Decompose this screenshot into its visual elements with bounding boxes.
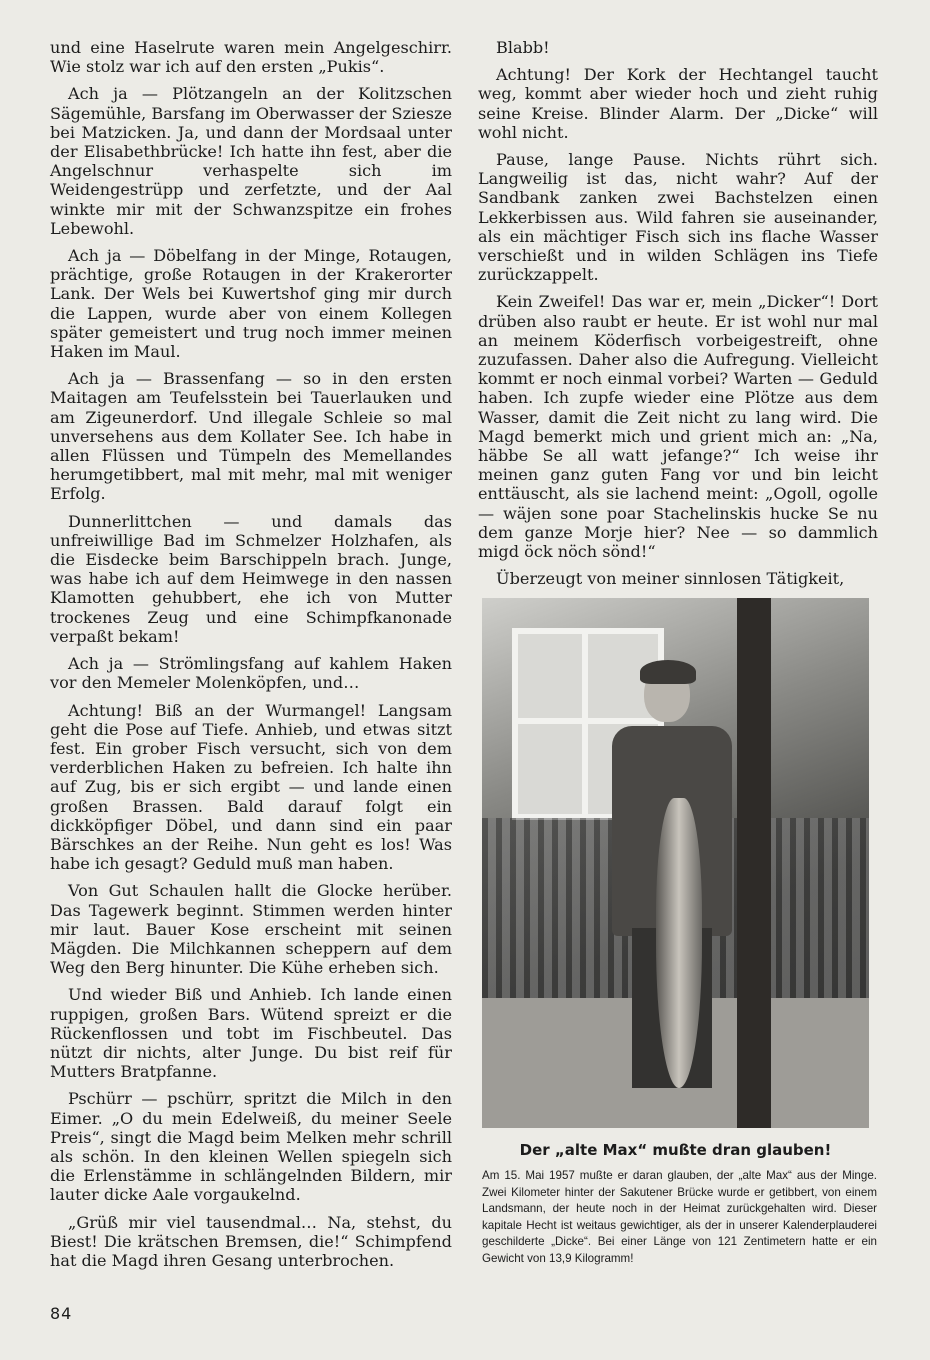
paragraph: Achtung! Biß an der Wurmangel! Langsam geht die Pose auf Tiefe. Anhieb, und etwas sitzt fest. Ein grober Fisch versucht, sich von dem verderblichen Haken zu befreien. Ich halte ihn auf Zug, bis er sich ergibt — und lande einen großen Brassen. Bald darauf folgt ein dickköpfiger Döbel, und dann sind ein paar Bärschkes an der Reihe. Nun geht es los! Was habe ich gesagt? Geduld muß man haben. [50,700,452,874]
paragraph: Von Gut Schaulen hallt die Glocke herüber. Das Tagewerk beginnt. Stimmen werden hinter mir laut. Bauer Kose erscheint mit seinen Mägden. Die Milchkannen scheppern auf dem Weg den Berg hinunter. Die Kühe erheben sich. [50,881,452,978]
paragraph: und eine Haselrute waren mein Angelgeschirr. Wie stolz war ich auf den ersten „Pukis“. [50,38,452,77]
paragraph: Pause, lange Pause. Nichts rührt sich. Langweilig ist das, nicht wahr? Auf der Sandbank zanken zwei Bachstelzen einen Lekkerbissen aus. Wild fahren sie auseinander, als ein mächtiger Fisch sich ins flache Wasser verschießt und in wilden Schlägen ins Tiefe zurückzappelt. [478,150,878,285]
paragraph: „Grüß mir viel tausendmal… Na, stehst, du Biest! Die krätschen Bremsen, die!“ Schimpfend hat die Magd ihren Gesang unterbrochen. [50,1212,452,1270]
wooden-post [737,598,771,1128]
left-text-column [50,38,452,1278]
paragraph: Achtung! Der Kork der Hechtangel taucht weg, kommt aber wieder hoch und zieht ruhig seine Kreise. Blinder Alarm. Der „Dicke“ will wohl nicht. [478,65,878,142]
paragraph: Ach ja — Brassenfang — so in den ersten Maitagen am Teufelsstein bei Tauerlauken und am Zigeunerdorf. Und illegale Schleie so mal unversehens aus dem Kollater See. Ich habe in allen Flüssen und Tümpeln des Memellandes herumgetibbert, mal mit mehr, mal mit weniger Erfolg. [50,369,452,504]
photo-man-with-pike [482,598,869,1128]
paragraph: Pschürr — pschürr, spritzt die Milch in den Eimer. „O du mein Edelweiß, du meiner Seele Preis“, singt die Magd beim Melken mehr schrill als schön. In den kleinen Wellen spiegeln sich die Erlenstämme in schlängelnden Bildern, mir lauter dicke Aale vorgaukelnd. [50,1089,452,1205]
paragraph: Überzeugt von meiner sinnlosen Tätigkeit, [496,569,845,589]
man-cap [640,660,696,684]
paragraph: Dunnerlittchen — und damals das unfreiwillige Bad im Schmelzer Holzhafen, als die Eisdecke beim Barschippeln brach. Junge, was habe ich auf dem Heimwege in den nassen Klamotten gehubbert, ehe ich von Mutter trockenes Zeug und eine Schimpfkanonade verpaßt bekam! [50,511,452,646]
paragraph: Ach ja — Strömlingsfang auf kahlem Haken vor den Memeler Molenköpfen, und… [50,654,452,693]
photo-caption-text: Am 15. Mai 1957 mußte er daran glauben, der „alte Max“ aus der Minge. Zwei Kilometer hinter der Sakutener Brücke wurde er getibbert, von einem Landsmann, der heute noch in der Heimat zurückgehalten wird. Dieser kapitale Hecht ist weitaus gewichtiger, als der in unserer Kalenderplauderei geschilderte „Dicke“. Bei einer Länge von 121 Zentimetern hatte er ein Gewicht von 13,9 Kilogramm! [482,1169,877,1265]
photo-caption-title: Der „alte Max“ mußte dran glauben! [519,1141,832,1159]
right-text-column [478,38,878,596]
paragraph: Ach ja — Döbelfang in der Minge, Rotaugen, prächtige, große Rotaugen in der Krakerorter Lank. Der Wels bei Kuwertshof ging mir durch die Lappen, wurde aber von einem Kollegen später gemeistert und trug noch immer meinen Haken im Maul. [50,246,452,362]
pike-fish [656,798,702,1088]
page-number: 84 [50,1304,73,1323]
paragraph: Und wieder Biß und Anhieb. Ich lande einen ruppigen, großen Bars. Wütend spreizt er die Rückenflossen und tobt im Fischbeutel. Das nützt dir nichts, alter Junge. Du bist reif für Mutters Bratpfanne. [50,985,452,1082]
paragraph: Ach ja — Plötzangeln an der Kolitzschen Sägemühle, Barsfang im Oberwasser der Sziesze bei Matzicken. Ja, und dann der Mordsaal unter der Elisabethbrücke! Ich hatte ihn fest, aber die Angelschnur verhaspelte sich im Weidengestrüpp und zerfetzte, und der Aal winkte mir mit der Schwanzspitze ein frohes Lebewohl. [50,84,452,238]
paragraph: Blabb! [496,38,550,57]
paragraph: Kein Zweifel! Das war er, mein „Dicker“! Dort drüben also raubt er heute. Er ist wohl nur mal an meinem Köderfisch vorbeigestreift, ohne zuzufassen. Daher also die Aufregung. Vielleicht kommt er noch einmal vorbei? Warten — Geduld haben. Ich zupfe wieder eine Plötze aus dem Wasser, damit die Zeit nicht zu lang wird. Die Magd bemerkt mich und grient mich an: „Na, häbbe Se all watt jefange?“ Ich weise ihr meinen ganz guten Fang vor und bin leicht enttäuscht, als sie lachend meint: „Ogoll, ogolle — wäjen sone poar Stachelinskis hucke Se nu dem ganze Morje hier? Nee — so dammlich migd öck nöch sönd!“ [478,292,878,562]
